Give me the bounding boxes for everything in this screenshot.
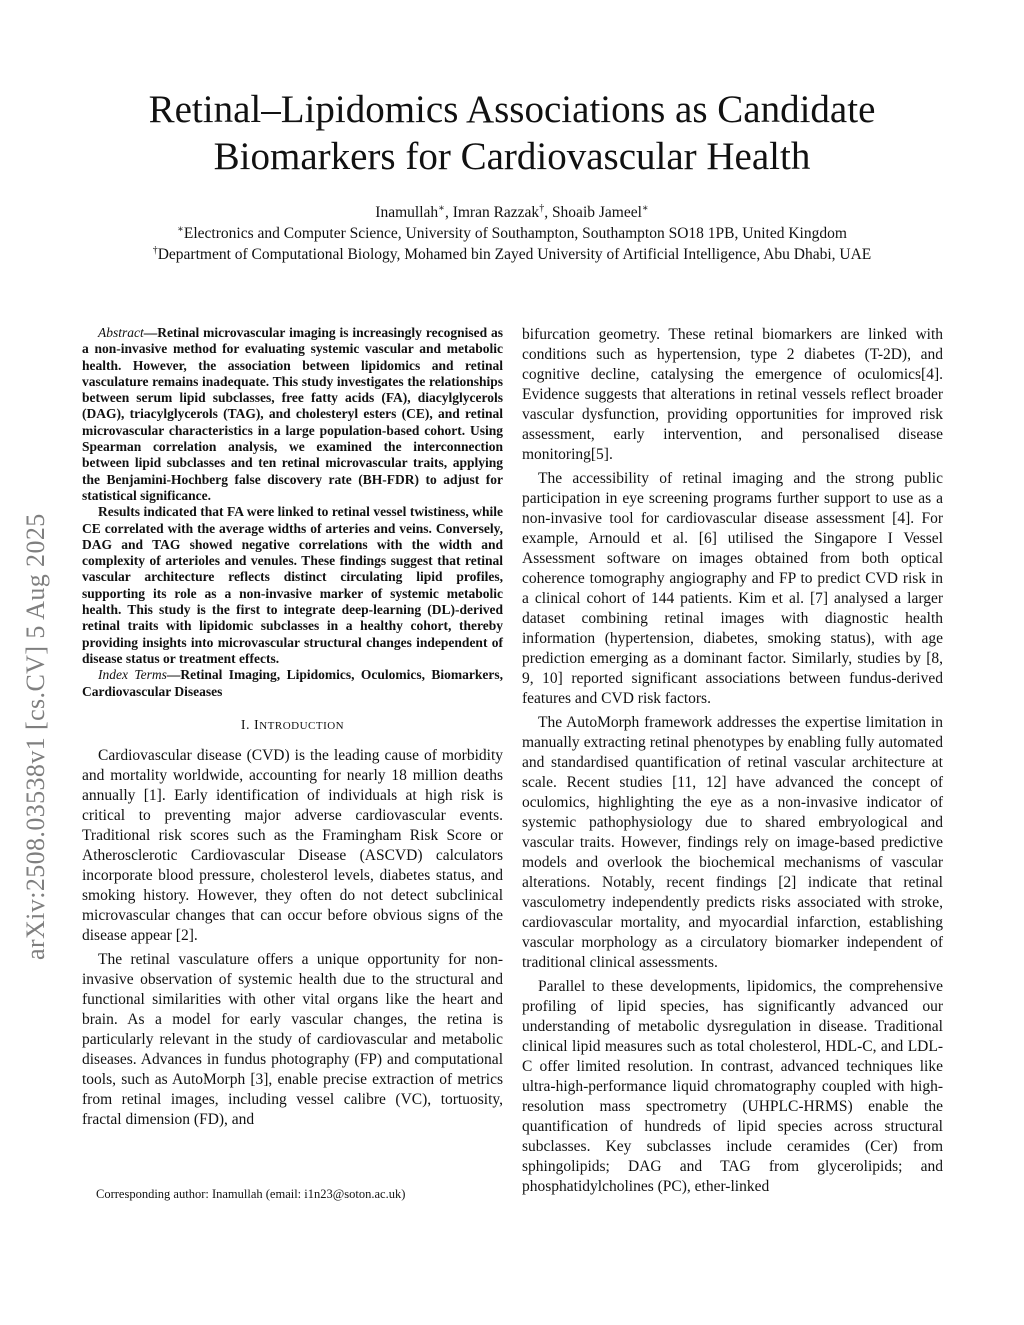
section-heading-introduction <box>82 718 503 734</box>
intro-paragraph-1: Cardiovascular disease (CVD) is the leading cause of morbidity and mortality worldwide, accounting for nearly 18 million deaths annually [1]. Early identification of individuals at high risk is critical to preventing major adverse cardiovascular events. Traditional risk scores such as the Framingham Risk Score or Atherosclerotic Cardiovascular Disease (ASCVD) calculators incorporate blood pressure, cholesterol levels, diabetes status, and smoking history. However, they often do not detect subclinical microvascular changes that can occur before obvious signs of the disease appear [2]. <box>82 746 503 944</box>
intro-paragraph-4: The accessibility of retinal imaging and the strong public participation in eye screening programs further support to use as a non-invasive tool for cardiovascular disease assessment [4]. For example, Arnould et al. [6] utilised the Singapore I Vessel Assessment software on images obtained from both optical coherence tomography angiography and FP to predict CVD risk in a clinical cohort of 144 patients. Kim et al. [7] analysed a larger dataset combining retinal images with diagnostic health information (hypertension, diabetes, smoking status), with age prediction emerging as a dominant factor. Similarly, studies by [8, 9, 10] reported significant associations between fundus-derived features and CVD risk factors. <box>522 470 943 707</box>
affiliation-1 <box>60 224 964 244</box>
author-2: Imran Razzak <box>452 204 540 221</box>
index-terms-label: Index Terms <box>98 667 167 683</box>
affiliation-2-text: Department of Computational Biology, Mohamed bin Zayed University of Artificial Intelligence, Abu Dhabi, UAE <box>157 246 872 263</box>
author-2-mark: † <box>539 203 545 214</box>
introduction-left <box>82 746 503 1130</box>
intro-paragraph-6: Parallel to these developments, lipidomics, the comprehensive profiling of lipid species, has significantly advanced our understanding of metabolic dysregulation in disease. Traditional clinical lipid measures such as total cholesterol, HDL-C, and LDL-C offer limited resolution. In contrast, advanced techniques like ultra-high-performance liquid chromatography coupled with high-resolution mass spectrometry (UHPLC-HRMS) enable the quantification of hundreds of lipid species across structural subclasses. Key subclasses include ceramides (Cer) from sphingolipids; DAG and TAG from glycerolipids; and phosphatidylcholines (PC), ether-linked <box>522 978 943 1195</box>
arxiv-identifier: arXiv:2508.03538v1 [cs.CV] 5 Aug 2025 <box>21 513 50 960</box>
intro-paragraph-3-cont: bifurcation geometry. These retinal biomarkers are linked with conditions such as hypertension, type 2 diabetes (T-2D), and cognitive decline, catalysing the emergence of oculomics[4]. Evidence suggests that alterations in retinal vessels reflect broader vascular dysfunction, providing opportunities for improved risk assessment, early intervention, and personalised disease monitoring[5]. <box>522 326 943 463</box>
corresponding-author-footnote: Corresponding author: Inamullah (email: i1n23@soton.ac.uk) <box>96 1187 406 1201</box>
right-column <box>522 325 943 1201</box>
abstract-text-1: —Retinal microvascular imaging is increasingly recognised as a non-invasive method for evaluating systemic vascular and metabolic health. However, the association between lipidomics and retinal vasculature remains inadequate. This study investigates the relationships between serum lipid subclasses, free fatty acids (FA), diacylglycerols (DAG), triacylglycerols (TAG), and cholesteryl esters (CE), and retinal microvascular characteristics in a large population-based cohort. Using Spearman correlation analysis, we examined the interconnection between lipid subclasses and ten retinal microvascular traits, applying the Benjamini-Hochberg false discovery rate (BH-FDR) to adjust for statistical significance. <box>82 325 503 503</box>
section-number: I. <box>240 717 251 733</box>
title-line-2: Biomarkers for Cardiovascular Health <box>213 135 811 178</box>
author-1-mark: ∗ <box>438 203 445 214</box>
abstract <box>82 325 503 700</box>
affiliation-2-mark: † <box>152 245 158 256</box>
abstract-label: Abstract <box>98 325 144 340</box>
left-column <box>82 325 503 1134</box>
introduction-right <box>522 325 943 1197</box>
title-line-1: Retinal–Lipidomics Associations as Candidate <box>148 88 876 131</box>
index-terms <box>82 667 503 700</box>
intro-paragraph-5: The AutoMorph framework addresses the expertise limitation in manually extracting retinal phenotypes by enabling fully automated and standardised quantification of retinal vascular architecture at scale. Recent studies [11, 12] have advanced the concept of oculomics, highlighting the eye as a non-invasive indicator of systemic pathophysiology due to shared embryological and vascular traits. However, findings rely on image-based predictive models and overlook the biochemical mechanisms of vascular alterations. Notably, recent findings [2] indicate that retinal vasculometry independently predicts risks associated with stroke, cardiovascular mortality, and myocardial infarction, establishing vascular morphology as a circulatory biomarker independent of traditional clinical assessments. <box>522 714 943 971</box>
section-title-initial: I <box>254 717 260 733</box>
section-title-rest: NTRODUCTION <box>259 719 345 732</box>
author-3: Shoaib Jameel <box>551 204 642 221</box>
intro-paragraph-2: The retinal vasculature offers a unique opportunity for non-invasive observation of systemic health due to the structural and functional similarities with other vital organs like the heart and brain. As a model for early vascular changes, the retina is particularly relevant in the study of cardiovascular and metabolic diseases. Advances in fundus photography (FP) and computational tools, such as AutoMorph [3], enable precise extraction of metrics from retinal images, including vessel calibre (VC), tortuosity, fractal dimension (FD), and <box>82 950 503 1128</box>
author-list: Inamullah∗, Imran Razzak†, Shoaib Jameel∗ <box>375 203 649 221</box>
author-3-mark: ∗ <box>641 203 649 214</box>
abstract-paragraph-2: Results indicated that FA were linked to retinal vessel twistiness, while CE correlated with the average widths of arteries and veins. Conversely, DAG and TAG showed negative correlations with the width and complexity of arterioles and venules. These findings suggest that retinal vascular architecture reflects distinct circulating lipid profiles, supporting its role as a non-invasive marker of systemic metabolic health. This study is the first to integrate deep-learning (DL)-derived retinal traits with lipidomic subclasses in a healthy cohort, thereby providing insights into microvascular structural changes independent of disease status or treatment effects. <box>82 504 503 666</box>
author-1: Inamullah <box>375 204 439 221</box>
affiliation-1-text: Electronics and Computer Science, University of Southampton, Southampton SO18 1PB, United Kingdom <box>183 225 847 242</box>
abstract-paragraph-1 <box>82 325 503 504</box>
affiliation-1-mark: ∗ <box>177 224 184 235</box>
paper-title <box>60 86 964 180</box>
index-terms-text: —Retinal Imaging, Lipidomics, Oculomics, Biomarkers, Cardiovascular Diseases <box>82 667 504 699</box>
affiliation-2 <box>60 245 964 265</box>
